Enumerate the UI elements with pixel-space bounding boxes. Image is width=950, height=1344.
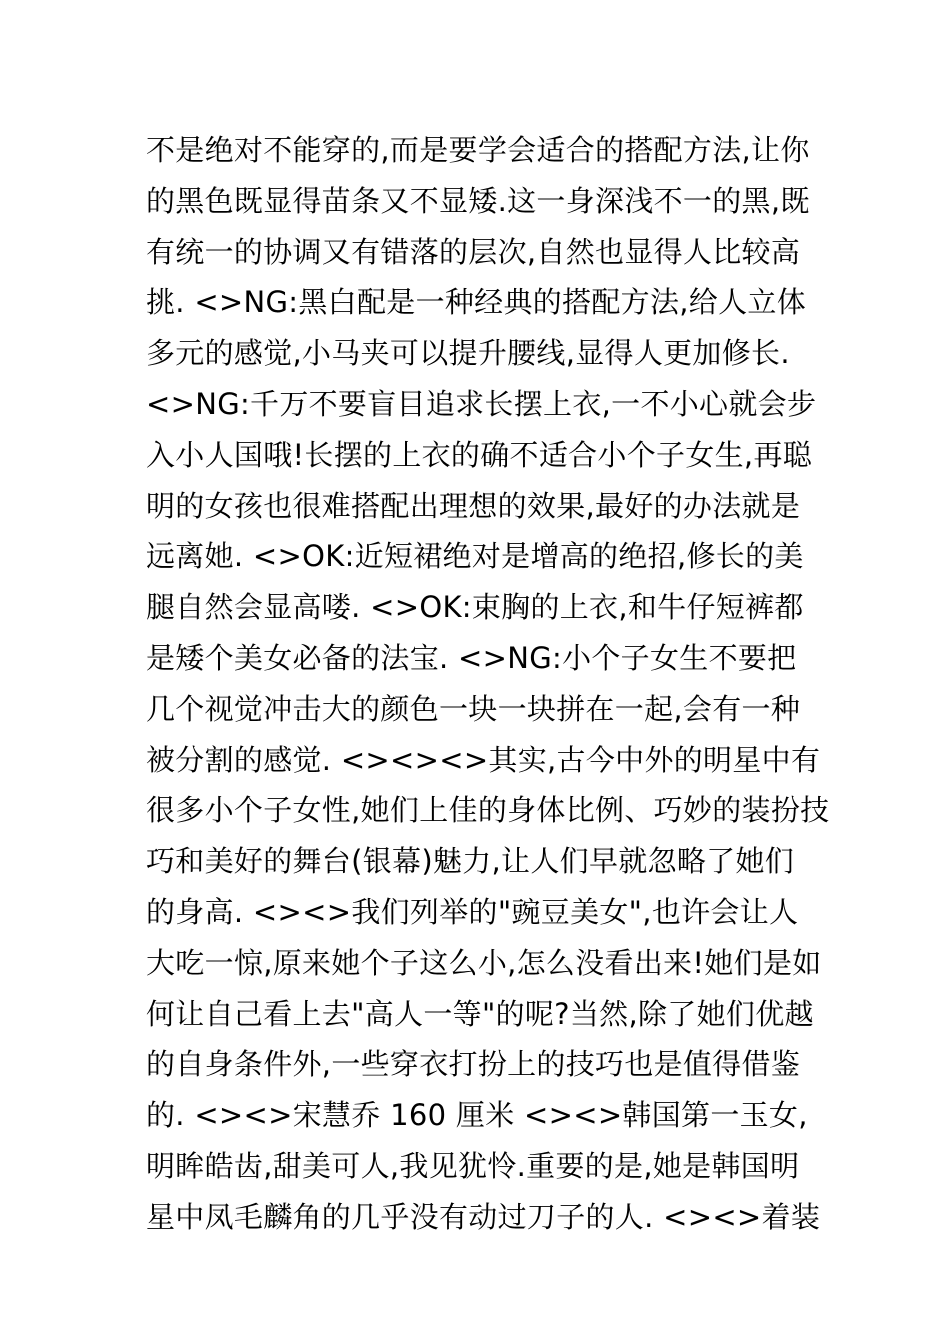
text-line-4: 挑. <>NG:黑白配是一种经典的搭配方法,给人立体	[146, 285, 806, 320]
text-line-16: 的身高. <><>我们列举的"豌豆美女",也许会让人	[146, 894, 799, 929]
text-line-6: <>NG:千万不要盲目追求长摆上衣,一不小心就会步	[146, 386, 817, 421]
text-line-9: 远离她. <>OK:近短裙绝对是增高的绝招,修长的美	[146, 539, 804, 574]
text-line-17: 大吃一惊,原来她个子这么小,怎么没看出来!她们是如	[146, 945, 822, 980]
text-line-21: 明眸皓齿,甜美可人,我见犹怜.重要的是,她是韩国明	[146, 1148, 800, 1183]
text-line-5: 多元的感觉,小马夹可以提升腰线,显得人更加修长.	[146, 336, 790, 371]
text-line-2: 的黑色既显得苗条又不显矮.这一身深浅不一的黑,既	[146, 183, 810, 218]
text-line-12: 几个视觉冲击大的颜色一块一块拼在一起,会有一种	[146, 691, 801, 726]
text-line-7: 入小人国哦!长摆的上衣的确不适合小个子女生,再聪	[146, 437, 813, 472]
text-line-11: 是矮个美女必备的法宝. <>NG:小个子女生不要把	[146, 640, 797, 675]
text-line-14: 很多小个子女性,她们上佳的身体比例、巧妙的装扮技	[146, 793, 830, 828]
text-line-18: 何让自己看上去"高人一等"的呢?当然,除了她们优越	[146, 996, 814, 1031]
text-line-3: 有统一的协调又有错落的层次,自然也显得人比较高	[146, 234, 801, 269]
text-line-15: 巧和美好的舞台(银幕)魅力,让人们早就忽略了她们	[146, 844, 795, 879]
text-line-19: 的自身条件外,一些穿衣打扮上的技巧也是值得借鉴	[146, 1047, 801, 1082]
text-line-8: 明的女孩也很难搭配出理想的效果,最好的办法就是	[146, 488, 801, 523]
text-line-10: 腿自然会显高喽. <>OK:束胸的上衣,和牛仔短裤都	[146, 590, 804, 625]
text-line-20: 的. <><>宋慧乔 160 厘米 <><>韩国第一玉女,	[146, 1098, 808, 1133]
text-line-13: 被分割的感觉. <><><>其实,古今中外的明星中有	[146, 742, 821, 777]
text-line-22: 星中凤毛麟角的几乎没有动过刀子的人. <><>着装	[146, 1199, 821, 1234]
text-line-1: 不是绝对不能穿的,而是要学会适合的搭配方法,让你	[146, 133, 810, 167]
body-text	[146, 125, 830, 1243]
